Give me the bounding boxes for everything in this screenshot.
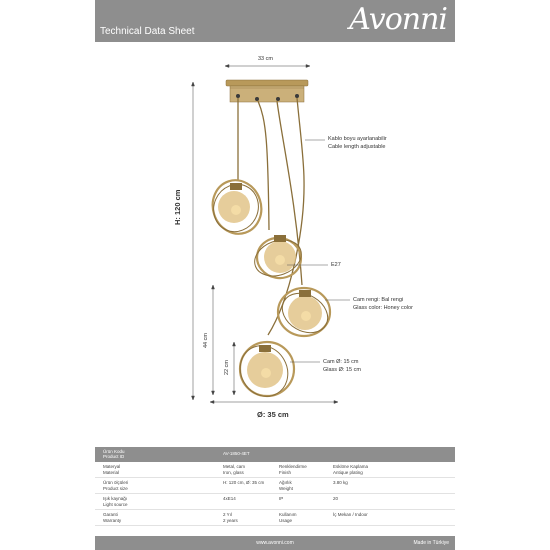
globe-height-label: 22 cm: [224, 360, 230, 375]
spec-row: Ürün ölçüleri Product size H: 120 cm, Ø: 35 cm Ağırlık Weight 3.80 kg: [95, 478, 455, 494]
spec-row: Garanti Warranty 2 Yıl 2 years Kullanım Usage İç Mekan / Indoor: [95, 510, 455, 526]
made-in-label: Made in Türkiye: [413, 540, 449, 546]
product-code-label: Ürün Kodu Product ID: [103, 449, 125, 459]
top-width-label: 33 cm: [258, 56, 273, 62]
globe-1: [206, 174, 268, 240]
height-dimension: [192, 82, 236, 400]
document-title: Technical Data Sheet: [100, 26, 195, 37]
spec-table: [95, 447, 455, 526]
diameter-dimension: [210, 401, 338, 404]
spec-row: Işık kaynağı Light source 4xE14 IP 20: [95, 494, 455, 510]
footer-bar: [95, 536, 455, 550]
brand-logo: Avonni: [349, 2, 447, 37]
cables: [238, 98, 304, 335]
height-label: H: 120 cm: [173, 189, 182, 225]
diameter-label: Ø: 35 cm: [257, 410, 289, 419]
glass-size-callout: Cam Ø: 15 cm Glass Ø: 15 cm: [323, 359, 361, 373]
socket-callout: E27: [331, 262, 341, 268]
globe-4: [231, 337, 297, 405]
spec-row: Materyal Material Metal, cam Iron, glass Renklendirme Finish Eskitme Kaplama Antique plating: [95, 462, 455, 478]
globe-3: [275, 285, 335, 340]
website-link[interactable]: www.avonni.com: [256, 540, 294, 546]
product-code-value: AV-1850-4ET: [223, 451, 250, 456]
lower-height-label: 44 cm: [203, 333, 209, 348]
glass-color-callout: Cam rengi: Bal rengi Glass color: Honey color: [353, 297, 413, 311]
cable-callout: Kablo boyu ayarlanabilir Cable length adjustable: [328, 136, 387, 150]
spec-header-row: [95, 447, 455, 462]
top-width-dimension: [225, 65, 310, 68]
